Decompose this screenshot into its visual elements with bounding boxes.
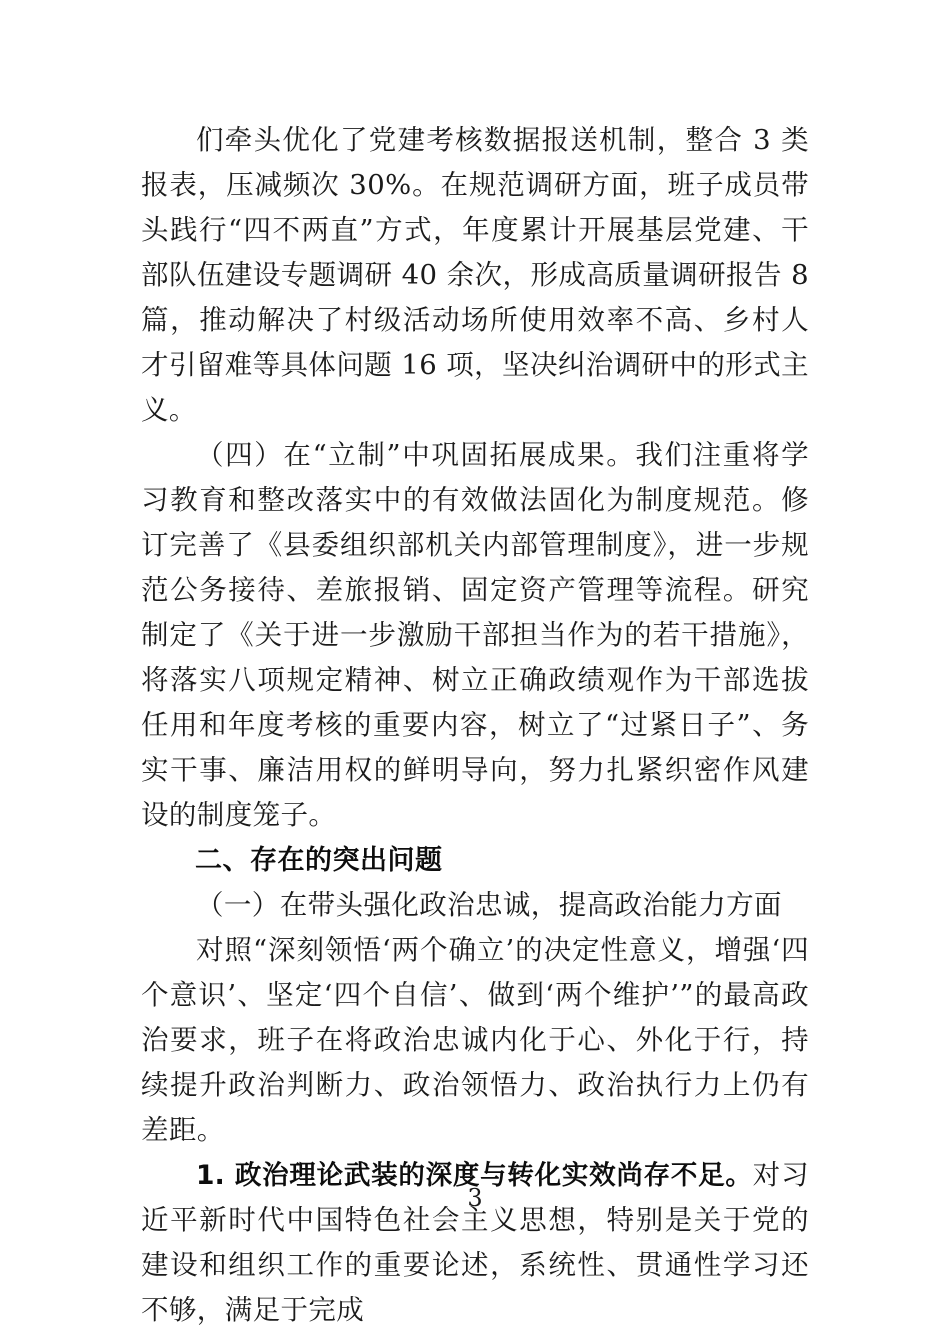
paragraph-section-four: （四）在“立制”中巩固拓展成果。我们注重将学习教育和整改落实中的有效做法固化为制度规范。修订完善了《县委组织部机关内部管理制度》，进一步规范公务接待、差旅报销、固定资产管理等流程。研究制定了《关于进一步激励干部担当作为的若干措施》，将落实八项规定精神、树立正确政绩观作为干部选拔任用和年度考核的重要内容，树立了“过紧日子”、务实干事、廉洁用权的鲜明导向，努力扎紧织密作风建设的制度笼子。 [141, 439, 809, 831]
paragraph-continuation: 们牵头优化了党建考核数据报送机制，整合 3 类报表，压减频次 30%。在规范调研方面，班子成员带头践行“四不两直”方式，年度累计开展基层党建、干部队伍建设专题调研 40 余次，形成高质量调研报告 8 篇，推动解决了村级活动场所使用效率不高、乡村人才引留难等具体问题 16 项，坚决纠治调研中的形式主义。 [141, 124, 809, 426]
paragraph-item-one [141, 1153, 809, 1333]
page-number: 3 [467, 1184, 483, 1212]
subheading-item-one: （一）在带头强化政治忠诚，提高政治能力方面 [196, 889, 782, 921]
page-content [141, 118, 809, 1333]
paragraph-item-one-lead: 1. 政治理论武装的深度与转化实效尚存不足。 [196, 1160, 753, 1191]
heading-section-two: 二、存在的突出问题 [195, 845, 443, 876]
paragraph-political-loyalty: 对照“深刻领悟‘两个确立’的决定性意义，增强‘四个意识’、坚定‘四个自信’、做到‘两个维护’”的最高政治要求，班子在将政治忠诚内化于心、外化于行，持续提升政治判断力、政治领悟力、政治执行力上仍有差距。 [141, 934, 809, 1146]
paragraph-item-one-body: 对习近平新时代中国特色社会主义思想，特别是关于党的建设和组织工作的重要论述，系统性、贯通性学习还不够，满足于完成 [141, 1159, 809, 1326]
